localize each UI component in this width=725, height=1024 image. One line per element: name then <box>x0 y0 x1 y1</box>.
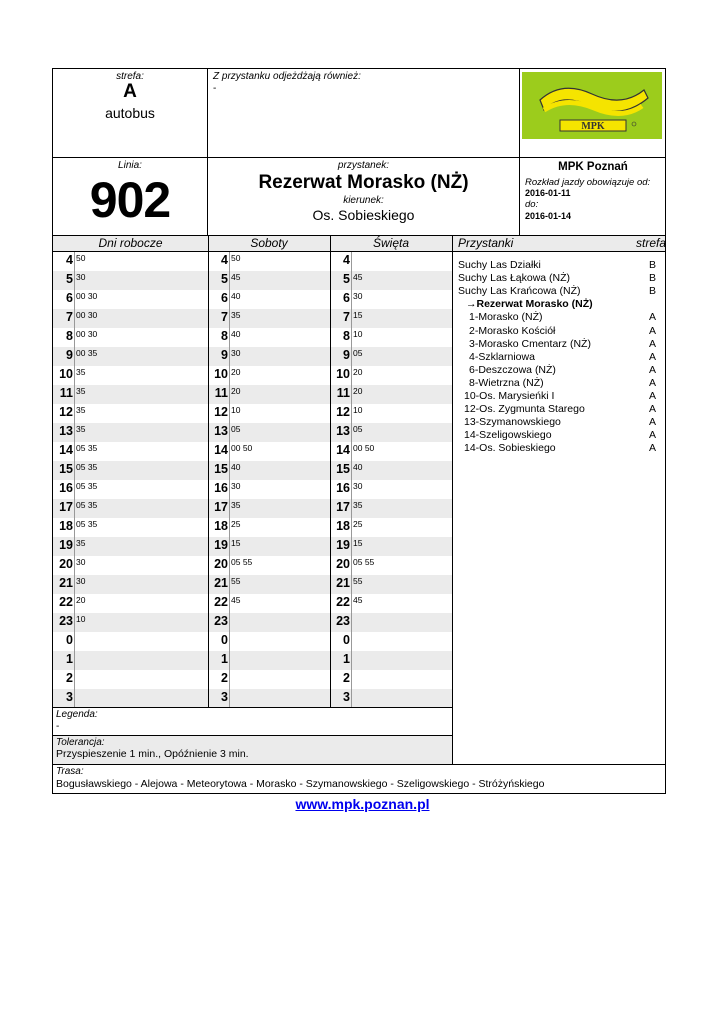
hour: 4 <box>343 253 350 267</box>
table-row <box>53 651 453 670</box>
stop-item: Suchy Las Krańcowa (NŻ) <box>458 285 581 298</box>
hour: 22 <box>59 595 73 609</box>
saturday-cell <box>208 290 330 309</box>
weekday-cell <box>53 423 208 442</box>
hour: 19 <box>214 538 228 552</box>
stop-item: 14-Szeligowskiego <box>464 429 552 442</box>
holiday-cell <box>330 461 452 480</box>
col-saturdays-header: Soboty <box>250 236 288 250</box>
weekday-cell <box>53 632 208 651</box>
hour: 12 <box>336 405 350 419</box>
hour: 20 <box>336 557 350 571</box>
weekday-cell <box>53 309 208 328</box>
hour: 2 <box>343 671 350 685</box>
hour: 14 <box>59 443 73 457</box>
weekday-cell <box>53 537 208 556</box>
stop-item: 14-Os. Sobieskiego <box>464 442 556 455</box>
stop-item: 6-Deszczowa (NŻ) <box>469 363 556 376</box>
hour: 15 <box>214 462 228 476</box>
hour: 16 <box>214 481 228 495</box>
holiday-cell <box>330 575 452 594</box>
weekday-cell <box>53 271 208 290</box>
stop-item: Suchy Las Działki <box>458 259 541 271</box>
hour: 6 <box>221 291 228 305</box>
hour: 15 <box>336 462 350 476</box>
hour: 13 <box>59 424 73 438</box>
hour: 4 <box>221 253 228 267</box>
holiday-cell <box>330 480 452 499</box>
hour: 23 <box>214 614 228 628</box>
weekday-cell <box>53 480 208 499</box>
line-box <box>53 157 208 235</box>
col-zone-header: strefa <box>636 236 667 250</box>
minutes: 40 <box>231 462 241 472</box>
hour: 20 <box>59 557 73 571</box>
hour: 5 <box>343 272 350 286</box>
weekday-cell <box>53 689 208 708</box>
weekday-cell <box>53 404 208 423</box>
hour: 18 <box>59 519 73 533</box>
minutes: 10 <box>231 405 241 415</box>
hour: 17 <box>336 500 350 514</box>
minutes: 35 <box>76 367 86 377</box>
minutes: 40 <box>353 462 363 472</box>
weekday-cell <box>53 328 208 347</box>
holiday-cell <box>330 328 452 347</box>
hour: 23 <box>336 614 350 628</box>
minutes: 20 <box>76 595 86 605</box>
also-departing-box <box>208 69 520 157</box>
holiday-cell <box>330 347 452 366</box>
stop-item: 4-Szklarniowa <box>469 350 535 363</box>
minutes: 05 <box>353 424 363 434</box>
hour: 0 <box>343 633 350 647</box>
minutes: 25 <box>231 519 241 529</box>
minutes: 45 <box>353 595 363 605</box>
hour: 22 <box>214 595 228 609</box>
saturday-cell <box>208 632 330 651</box>
holiday-cell <box>330 632 452 651</box>
saturday-cell <box>208 328 330 347</box>
zone-label: strefa: <box>116 71 144 82</box>
also-departing-label: Z przystanku odjeżdżają również: <box>213 71 361 82</box>
mpk-logo-graphic <box>522 72 662 139</box>
saturday-cell <box>208 404 330 423</box>
legend-label: Legenda: <box>56 709 98 720</box>
minutes: 05 35 <box>76 443 98 453</box>
hour: 12 <box>59 405 73 419</box>
minutes: 15 <box>353 310 363 320</box>
minutes: 40 <box>231 291 241 301</box>
hour: 22 <box>336 595 350 609</box>
holiday-cell <box>330 442 452 461</box>
minutes: 45 <box>353 272 363 282</box>
minutes: 25 <box>353 519 363 529</box>
minutes: 05 <box>353 348 363 358</box>
saturday-cell <box>208 309 330 328</box>
stop-label: przystanek: <box>337 160 390 171</box>
weekday-cell <box>53 613 208 632</box>
minutes: 05 55 <box>353 557 375 567</box>
direction-name: Os. Sobieskiego <box>312 207 415 223</box>
minutes: 00 30 <box>76 329 98 339</box>
saturday-cell <box>208 575 330 594</box>
hour: 16 <box>336 481 350 495</box>
table-row <box>53 632 453 651</box>
hour: 15 <box>59 462 73 476</box>
saturday-cell <box>208 499 330 518</box>
minutes: 30 <box>353 481 363 491</box>
stop-item: 10-Os. Marysieńki I <box>464 390 555 402</box>
col-stops-header: Przystanki <box>458 236 514 250</box>
saturday-cell <box>208 613 330 632</box>
saturday-cell <box>208 423 330 442</box>
stop-zone: A <box>649 350 657 363</box>
minutes: 20 <box>231 367 241 377</box>
table-row <box>53 347 453 366</box>
holiday-cell <box>330 385 452 404</box>
minutes: 05 35 <box>76 500 98 510</box>
stop-zone: A <box>649 390 657 402</box>
line-label: Linia: <box>118 160 142 171</box>
hour: 11 <box>214 386 228 400</box>
minutes: 45 <box>231 272 241 282</box>
weekday-cell <box>53 385 208 404</box>
holiday-cell <box>330 271 452 290</box>
minutes: 15 <box>231 538 241 548</box>
minutes: 45 <box>231 595 241 605</box>
hour: 1 <box>221 652 228 666</box>
hour: 5 <box>66 272 73 286</box>
hour: 8 <box>66 329 73 343</box>
table-row <box>53 442 453 461</box>
departure-table <box>53 252 453 708</box>
vehicle-type: autobus <box>105 105 155 121</box>
holiday-cell <box>330 556 452 575</box>
holiday-cell <box>330 613 452 632</box>
minutes: 30 <box>76 576 86 586</box>
hour: 18 <box>214 519 228 533</box>
saturday-cell <box>208 518 330 537</box>
stop-zone: B <box>649 272 657 285</box>
hour: 10 <box>214 367 228 381</box>
saturday-cell <box>208 537 330 556</box>
minutes: 10 <box>353 405 363 415</box>
table-row <box>53 689 453 708</box>
tolerance-box <box>53 736 452 764</box>
hour: 11 <box>59 386 73 400</box>
weekday-cell <box>53 499 208 518</box>
holiday-cell <box>330 366 452 385</box>
hour: 23 <box>59 614 73 628</box>
zone-box <box>53 69 208 157</box>
hour: 6 <box>343 291 350 305</box>
hour: 3 <box>343 690 350 704</box>
minutes: 05 55 <box>231 557 253 567</box>
saturday-cell <box>208 252 330 271</box>
hour: 1 <box>343 652 350 666</box>
minutes: 00 30 <box>76 310 98 320</box>
minutes: 35 <box>76 538 86 548</box>
stop-zone: A <box>649 337 657 350</box>
hour: 8 <box>221 329 228 343</box>
table-row <box>53 480 453 499</box>
saturday-cell <box>208 442 330 461</box>
stop-zone: B <box>649 285 657 298</box>
stop-name: Rezerwat Morasko (NŻ) <box>258 172 469 193</box>
weekday-cell <box>53 575 208 594</box>
weekday-cell <box>53 651 208 670</box>
weekday-cell <box>53 442 208 461</box>
hour: 21 <box>214 576 228 590</box>
table-row <box>53 594 453 613</box>
saturday-cell <box>208 670 330 689</box>
hour: 4 <box>66 253 73 267</box>
minutes: 35 <box>76 405 86 415</box>
stop-zone: A <box>649 442 657 455</box>
minutes: 35 <box>231 310 241 320</box>
saturday-cell <box>208 594 330 613</box>
hour: 11 <box>336 386 350 400</box>
hour: 14 <box>336 443 350 457</box>
minutes: 10 <box>353 329 363 339</box>
hour: 12 <box>214 405 228 419</box>
stop-zone: B <box>649 259 657 271</box>
hour: 5 <box>221 272 228 286</box>
mpk-logo <box>522 72 662 139</box>
table-row <box>53 404 453 423</box>
tolerance-label: Tolerancja: <box>56 737 105 748</box>
minutes: 15 <box>353 538 363 548</box>
holiday-cell <box>330 309 452 328</box>
stop-item: 8-Wietrzna (NŻ) <box>469 376 544 389</box>
table-row <box>53 575 453 594</box>
hour: 3 <box>66 690 73 704</box>
direction-label: kierunek: <box>343 195 384 206</box>
valid-from-date: 2016-01-11 <box>525 188 571 198</box>
holiday-cell <box>330 499 452 518</box>
stop-box <box>208 157 520 235</box>
minutes: 35 <box>353 500 363 510</box>
minutes: 40 <box>231 329 241 339</box>
stop-item: 1-Morasko (NŻ) <box>469 311 543 324</box>
route-label: Trasa: <box>56 766 84 777</box>
hour: 0 <box>66 633 73 647</box>
stop-zone: A <box>649 363 657 376</box>
weekday-cell <box>53 518 208 537</box>
hour: 17 <box>59 500 73 514</box>
hour: 16 <box>59 481 73 495</box>
weekday-cell <box>53 347 208 366</box>
weekday-cell <box>53 670 208 689</box>
zone-value: A <box>123 81 137 102</box>
minutes: 00 30 <box>76 291 98 301</box>
stop-item: Suchy Las Łąkowa (NŻ) <box>458 272 571 285</box>
weekday-cell <box>53 366 208 385</box>
logo-text: MPK <box>581 121 605 132</box>
minutes: 20 <box>231 386 241 396</box>
minutes: 50 <box>231 253 241 263</box>
weekday-cell <box>53 594 208 613</box>
stop-zone: A <box>649 324 657 337</box>
minutes: 30 <box>231 481 241 491</box>
line-number: 902 <box>89 172 171 228</box>
minutes: 05 <box>231 424 241 434</box>
holiday-cell <box>330 252 452 271</box>
saturday-cell <box>208 271 330 290</box>
table-row <box>53 366 453 385</box>
hour: 7 <box>66 310 73 324</box>
hour: 3 <box>221 690 228 704</box>
minutes: 05 35 <box>76 462 98 472</box>
hour: 7 <box>221 310 228 324</box>
weekday-cell <box>53 556 208 575</box>
table-row <box>53 309 453 328</box>
stop-zone: A <box>649 403 657 416</box>
stop-zone: A <box>649 416 657 429</box>
operator-name: MPK Poznań <box>558 161 628 173</box>
hour: 6 <box>66 291 73 305</box>
holiday-cell <box>330 290 452 309</box>
stop-item: 2-Morasko Kościół <box>469 324 556 337</box>
hour: 19 <box>59 538 73 552</box>
stop-zone: A <box>649 376 657 389</box>
minutes: 35 <box>231 500 241 510</box>
stop-zone: A <box>649 311 657 324</box>
tolerance-value: Przyspieszenie 1 min., Opóźnienie 3 min. <box>56 748 249 760</box>
hour: 21 <box>336 576 350 590</box>
table-row <box>53 556 453 575</box>
saturday-cell <box>208 556 330 575</box>
saturday-cell <box>208 347 330 366</box>
hour: 17 <box>214 500 228 514</box>
hour: 18 <box>336 519 350 533</box>
table-row <box>53 613 453 632</box>
minutes: 30 <box>353 291 363 301</box>
holiday-cell <box>330 518 452 537</box>
minutes: 00 50 <box>231 443 253 453</box>
hour: 9 <box>66 348 73 362</box>
hour: 9 <box>343 348 350 362</box>
minutes: 20 <box>353 386 363 396</box>
table-row <box>53 670 453 689</box>
saturday-cell <box>208 385 330 404</box>
hour: 9 <box>221 348 228 362</box>
weekday-cell <box>53 461 208 480</box>
table-row <box>53 290 453 309</box>
table-row <box>53 537 453 556</box>
timetable-sheet <box>52 68 666 794</box>
minutes: 55 <box>353 576 363 586</box>
hour: 10 <box>59 367 73 381</box>
saturday-cell <box>208 461 330 480</box>
table-row <box>53 252 453 271</box>
table-row <box>53 499 453 518</box>
stop-item: →Rezerwat Morasko (NŻ) <box>466 298 593 311</box>
table-row <box>53 423 453 442</box>
col-holidays-header: Święta <box>372 236 410 250</box>
weekday-cell <box>53 290 208 309</box>
stop-item: 12-Os. Zygmunta Starego <box>464 403 585 416</box>
table-row <box>53 518 453 537</box>
hour: 13 <box>214 424 228 438</box>
hour: 14 <box>214 443 228 457</box>
hour: 8 <box>343 329 350 343</box>
hour: 2 <box>66 671 73 685</box>
website-link[interactable]: www.mpk.poznan.pl <box>295 796 430 812</box>
holiday-cell <box>330 670 452 689</box>
hour: 2 <box>221 671 228 685</box>
hour: 10 <box>336 367 350 381</box>
minutes: 50 <box>76 253 86 263</box>
legend-value: - <box>56 721 60 732</box>
valid-from-label: Rozkład jazdy obowiązuje od: <box>525 177 651 188</box>
hour: 21 <box>59 576 73 590</box>
validity-box <box>520 157 666 235</box>
minutes: 35 <box>76 424 86 434</box>
minutes: 55 <box>231 576 241 586</box>
holiday-cell <box>330 594 452 613</box>
minutes: 05 35 <box>76 519 98 529</box>
table-row <box>53 461 453 480</box>
table-row <box>53 328 453 347</box>
saturday-cell <box>208 651 330 670</box>
saturday-cell <box>208 366 330 385</box>
hour: 13 <box>336 424 350 438</box>
minutes: 30 <box>76 272 86 282</box>
holiday-cell <box>330 651 452 670</box>
hour: 1 <box>66 652 73 666</box>
valid-to-label: do: <box>525 199 539 210</box>
weekday-cell <box>53 252 208 271</box>
hour: 19 <box>336 538 350 552</box>
also-departing-value: - <box>213 83 217 94</box>
minutes: 00 35 <box>76 348 98 358</box>
minutes: 05 35 <box>76 481 98 491</box>
hour: 7 <box>343 310 350 324</box>
holiday-cell <box>330 689 452 708</box>
minutes: 00 50 <box>353 443 375 453</box>
route-box <box>53 765 665 794</box>
stop-item: 3-Morasko Cmentarz (NŻ) <box>469 337 591 350</box>
minutes: 10 <box>76 614 86 624</box>
saturday-cell <box>208 689 330 708</box>
table-row <box>53 385 453 404</box>
minutes: 20 <box>353 367 363 377</box>
minutes: 30 <box>231 348 241 358</box>
stop-zone: A <box>649 429 657 442</box>
holiday-cell <box>330 423 452 442</box>
hour: 20 <box>214 557 228 571</box>
holiday-cell <box>330 404 452 423</box>
legend-box <box>53 707 452 735</box>
stop-item: 13-Szymanowskiego <box>464 416 561 429</box>
minutes: 35 <box>76 386 86 396</box>
valid-to-date: 2016-01-14 <box>525 211 572 221</box>
logo-box <box>520 69 666 157</box>
table-row <box>53 271 453 290</box>
route-value: Bogusławskiego - Alejowa - Meteorytowa - Morasko - Szymanowskiego - Szeligowskiego - Stróżyńskiego <box>56 778 545 790</box>
holiday-cell <box>330 537 452 556</box>
hour: 0 <box>221 633 228 647</box>
minutes: 30 <box>76 557 86 567</box>
col-weekdays-header: Dni robocze <box>98 236 163 250</box>
saturday-cell <box>208 480 330 499</box>
